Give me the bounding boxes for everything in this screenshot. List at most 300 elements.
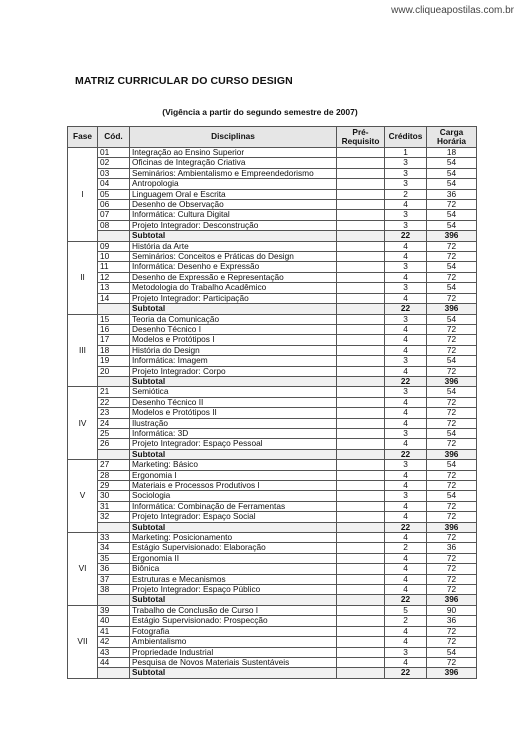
creditos-cell: 3	[385, 283, 427, 293]
carga-horaria-cell: 72	[427, 501, 477, 511]
disciplina-cell: Integração ao Ensino Superior	[130, 148, 337, 158]
header-disciplinas: Disciplinas	[130, 127, 337, 148]
cod-cell: 39	[98, 605, 130, 615]
cod-cell: 14	[98, 293, 130, 303]
cod-cell: 11	[98, 262, 130, 272]
cod-cell: 44	[98, 657, 130, 667]
creditos-cell: 4	[385, 241, 427, 251]
cod-cell: 33	[98, 533, 130, 543]
cod-cell: 30	[98, 491, 130, 501]
table-row	[68, 252, 477, 262]
carga-horaria-cell: 54	[427, 220, 477, 230]
header-carga-horaria: Carga Horária	[427, 127, 477, 148]
subtotal-pre-cell	[337, 522, 385, 532]
subtotal-label: Subtotal	[130, 304, 337, 314]
disciplina-cell: Modelos e Protótipos I	[130, 335, 337, 345]
pre-requisito-cell	[337, 481, 385, 491]
disciplina-cell: Projeto Integrador: Desconstrução	[130, 220, 337, 230]
carga-horaria-cell: 36	[427, 189, 477, 199]
pre-requisito-cell	[337, 148, 385, 158]
curriculum-table	[67, 126, 477, 679]
disciplina-cell: Desenho de Expressão e Representação	[130, 272, 337, 282]
pre-requisito-cell	[337, 397, 385, 407]
disciplina-cell: Informática: Imagem	[130, 356, 337, 366]
cod-cell: 23	[98, 408, 130, 418]
disciplina-cell: Materiais e Processos Produtivos I	[130, 481, 337, 491]
disciplina-cell: Projeto Integrador: Espaço Social	[130, 512, 337, 522]
carga-horaria-cell: 72	[427, 470, 477, 480]
cod-cell: 34	[98, 543, 130, 553]
creditos-cell: 4	[385, 345, 427, 355]
fase-cell: IV	[68, 387, 98, 460]
cod-cell: 01	[98, 148, 130, 158]
subtotal-cod-cell	[98, 595, 130, 605]
pre-requisito-cell	[337, 314, 385, 324]
creditos-cell: 4	[385, 200, 427, 210]
cod-cell: 43	[98, 647, 130, 657]
subtotal-carga-horaria: 396	[427, 668, 477, 678]
carga-horaria-cell: 72	[427, 564, 477, 574]
cod-cell: 22	[98, 397, 130, 407]
fase-cell: III	[68, 314, 98, 387]
creditos-cell: 4	[385, 533, 427, 543]
subtotal-label: Subtotal	[130, 668, 337, 678]
creditos-cell: 3	[385, 262, 427, 272]
fase-cell: II	[68, 241, 98, 314]
pre-requisito-cell	[337, 324, 385, 334]
table-row	[68, 605, 477, 615]
pre-requisito-cell	[337, 345, 385, 355]
cod-cell: 10	[98, 252, 130, 262]
disciplina-cell: História do Design	[130, 345, 337, 355]
site-url: www.cliqueapostilas.com.br	[391, 5, 514, 16]
creditos-cell: 4	[385, 470, 427, 480]
creditos-cell: 4	[385, 657, 427, 667]
disciplina-cell: Marketing: Posicionamento	[130, 533, 337, 543]
table-row	[68, 616, 477, 626]
pre-requisito-cell	[337, 283, 385, 293]
carga-horaria-cell: 36	[427, 543, 477, 553]
carga-horaria-cell: 54	[427, 314, 477, 324]
disciplina-cell: Projeto Integrador: Espaço Público	[130, 585, 337, 595]
cod-cell: 20	[98, 366, 130, 376]
carga-horaria-cell: 54	[427, 158, 477, 168]
disciplina-cell: Linguagem Oral e Escrita	[130, 189, 337, 199]
cod-cell: 21	[98, 387, 130, 397]
subtotal-pre-cell	[337, 449, 385, 459]
subtotal-cod-cell	[98, 668, 130, 678]
table-row	[68, 647, 477, 657]
cod-cell: 13	[98, 283, 130, 293]
table-row	[68, 439, 477, 449]
subtotal-cod-cell	[98, 231, 130, 241]
carga-horaria-cell: 54	[427, 387, 477, 397]
carga-horaria-cell: 54	[427, 460, 477, 470]
carga-horaria-cell: 54	[427, 647, 477, 657]
carga-horaria-cell: 54	[427, 262, 477, 272]
creditos-cell: 4	[385, 637, 427, 647]
header-creditos: Créditos	[385, 127, 427, 148]
carga-horaria-cell: 72	[427, 241, 477, 251]
pre-requisito-cell	[337, 158, 385, 168]
carga-horaria-cell: 72	[427, 345, 477, 355]
subtotal-creditos: 22	[385, 668, 427, 678]
carga-horaria-cell: 72	[427, 366, 477, 376]
table-row	[68, 314, 477, 324]
pre-requisito-cell	[337, 428, 385, 438]
table-body	[68, 148, 477, 679]
header-fase: Fase	[68, 127, 98, 148]
cod-cell: 38	[98, 585, 130, 595]
pre-requisito-cell	[337, 189, 385, 199]
table-row	[68, 470, 477, 480]
table-header-row	[68, 127, 477, 148]
carga-horaria-cell: 18	[427, 148, 477, 158]
cod-cell: 25	[98, 428, 130, 438]
cod-cell: 17	[98, 335, 130, 345]
subtotal-cod-cell	[98, 522, 130, 532]
disciplina-cell: Estágio Supervisionado: Prospecção	[130, 616, 337, 626]
disciplina-cell: Desenho de Observação	[130, 200, 337, 210]
subtotal-cod-cell	[98, 449, 130, 459]
disciplina-cell: Informática: Cultura Digital	[130, 210, 337, 220]
carga-horaria-cell: 72	[427, 553, 477, 563]
disciplina-cell: Ergonomia II	[130, 553, 337, 563]
disciplina-cell: Seminários: Ambientalismo e Empreendedorismo	[130, 168, 337, 178]
table-row	[68, 335, 477, 345]
carga-horaria-cell: 72	[427, 252, 477, 262]
creditos-cell: 4	[385, 272, 427, 282]
table-row	[68, 148, 477, 158]
fase-cell: V	[68, 460, 98, 533]
disciplina-cell: Biônica	[130, 564, 337, 574]
cod-cell: 12	[98, 272, 130, 282]
subtotal-pre-cell	[337, 304, 385, 314]
creditos-cell: 1	[385, 148, 427, 158]
table-row	[68, 637, 477, 647]
cod-cell: 08	[98, 220, 130, 230]
creditos-cell: 2	[385, 543, 427, 553]
carga-horaria-cell: 72	[427, 293, 477, 303]
carga-horaria-cell: 72	[427, 200, 477, 210]
pre-requisito-cell	[337, 356, 385, 366]
carga-horaria-cell: 54	[427, 491, 477, 501]
disciplina-cell: Teoria da Comunicação	[130, 314, 337, 324]
cod-cell: 26	[98, 439, 130, 449]
cod-cell: 37	[98, 574, 130, 584]
creditos-cell: 4	[385, 564, 427, 574]
carga-horaria-cell: 36	[427, 616, 477, 626]
cod-cell: 04	[98, 179, 130, 189]
subtotal-row	[68, 595, 477, 605]
creditos-cell: 5	[385, 605, 427, 615]
cod-cell: 36	[98, 564, 130, 574]
cod-cell: 16	[98, 324, 130, 334]
cod-cell: 15	[98, 314, 130, 324]
creditos-cell: 4	[385, 481, 427, 491]
pre-requisito-cell	[337, 460, 385, 470]
pre-requisito-cell	[337, 564, 385, 574]
cod-cell: 40	[98, 616, 130, 626]
table-row	[68, 418, 477, 428]
carga-horaria-cell: 90	[427, 605, 477, 615]
table-row	[68, 585, 477, 595]
carga-horaria-cell: 72	[427, 272, 477, 282]
table-row	[68, 283, 477, 293]
subtotal-row	[68, 522, 477, 532]
table-row	[68, 262, 477, 272]
carga-horaria-cell: 72	[427, 397, 477, 407]
subtotal-row	[68, 231, 477, 241]
disciplina-cell: Informática: Combinação de Ferramentas	[130, 501, 337, 511]
cod-cell: 06	[98, 200, 130, 210]
fase-cell: I	[68, 148, 98, 242]
carga-horaria-cell: 72	[427, 408, 477, 418]
disciplina-cell: Modelos e Protótipos II	[130, 408, 337, 418]
carga-horaria-cell: 72	[427, 439, 477, 449]
pre-requisito-cell	[337, 543, 385, 553]
header-pre-requisito: Pré- Requisito	[337, 127, 385, 148]
table-row	[68, 387, 477, 397]
pre-requisito-cell	[337, 470, 385, 480]
cod-cell: 02	[98, 158, 130, 168]
subtotal-label: Subtotal	[130, 231, 337, 241]
subtotal-pre-cell	[337, 595, 385, 605]
disciplina-cell: Informática: Desenho e Expressão	[130, 262, 337, 272]
disciplina-cell: Projeto Integrador: Corpo	[130, 366, 337, 376]
pre-requisito-cell	[337, 168, 385, 178]
pre-requisito-cell	[337, 272, 385, 282]
creditos-cell: 4	[385, 252, 427, 262]
table-row	[68, 210, 477, 220]
pre-requisito-cell	[337, 533, 385, 543]
disciplina-cell: História da Arte	[130, 241, 337, 251]
cod-cell: 27	[98, 460, 130, 470]
cod-cell: 29	[98, 481, 130, 491]
pre-requisito-cell	[337, 637, 385, 647]
document-subtitle: (Vigência a partir do segundo semestre de 2007)	[162, 107, 358, 117]
creditos-cell: 4	[385, 553, 427, 563]
table-row	[68, 324, 477, 334]
disciplina-cell: Desenho Técnico II	[130, 397, 337, 407]
disciplina-cell: Marketing: Básico	[130, 460, 337, 470]
pre-requisito-cell	[337, 512, 385, 522]
carga-horaria-cell: 72	[427, 626, 477, 636]
creditos-cell: 3	[385, 168, 427, 178]
pre-requisito-cell	[337, 262, 385, 272]
table-row	[68, 293, 477, 303]
creditos-cell: 4	[385, 293, 427, 303]
table-row	[68, 512, 477, 522]
subtotal-label: Subtotal	[130, 522, 337, 532]
carga-horaria-cell: 72	[427, 324, 477, 334]
fase-cell: VI	[68, 533, 98, 606]
cod-cell: 35	[98, 553, 130, 563]
carga-horaria-cell: 54	[427, 179, 477, 189]
subtotal-cod-cell	[98, 376, 130, 386]
table-row	[68, 366, 477, 376]
subtotal-carga-horaria: 396	[427, 304, 477, 314]
pre-requisito-cell	[337, 657, 385, 667]
table-row	[68, 481, 477, 491]
table-row	[68, 533, 477, 543]
pre-requisito-cell	[337, 335, 385, 345]
pre-requisito-cell	[337, 491, 385, 501]
header-cod: Cód.	[98, 127, 130, 148]
creditos-cell: 4	[385, 408, 427, 418]
carga-horaria-cell: 54	[427, 428, 477, 438]
disciplina-cell: Pesquisa de Novos Materiais Sustentáveis	[130, 657, 337, 667]
disciplina-cell: Ilustração	[130, 418, 337, 428]
subtotal-pre-cell	[337, 668, 385, 678]
table-row	[68, 574, 477, 584]
creditos-cell: 4	[385, 574, 427, 584]
disciplina-cell: Estágio Supervisionado: Elaboração	[130, 543, 337, 553]
creditos-cell: 4	[385, 626, 427, 636]
subtotal-pre-cell	[337, 376, 385, 386]
table-row	[68, 491, 477, 501]
creditos-cell: 4	[385, 324, 427, 334]
creditos-cell: 3	[385, 158, 427, 168]
cod-cell: 31	[98, 501, 130, 511]
creditos-cell: 3	[385, 428, 427, 438]
cod-cell: 18	[98, 345, 130, 355]
table-row	[68, 200, 477, 210]
disciplina-cell: Oficinas de Integração Criativa	[130, 158, 337, 168]
carga-horaria-cell: 72	[427, 657, 477, 667]
subtotal-carga-horaria: 396	[427, 376, 477, 386]
cod-cell: 24	[98, 418, 130, 428]
subtotal-row	[68, 376, 477, 386]
pre-requisito-cell	[337, 252, 385, 262]
creditos-cell: 4	[385, 585, 427, 595]
creditos-cell: 2	[385, 616, 427, 626]
subtotal-carga-horaria: 396	[427, 231, 477, 241]
disciplina-cell: Trabalho de Conclusão de Curso I	[130, 605, 337, 615]
cod-cell: 32	[98, 512, 130, 522]
subtotal-creditos: 22	[385, 449, 427, 459]
disciplina-cell: Fotografia	[130, 626, 337, 636]
table-row	[68, 345, 477, 355]
subtotal-pre-cell	[337, 231, 385, 241]
table-row	[68, 179, 477, 189]
subtotal-carga-horaria: 396	[427, 595, 477, 605]
table-row	[68, 657, 477, 667]
subtotal-row	[68, 304, 477, 314]
pre-requisito-cell	[337, 366, 385, 376]
disciplina-cell: Semiótica	[130, 387, 337, 397]
pre-requisito-cell	[337, 605, 385, 615]
cod-cell: 05	[98, 189, 130, 199]
creditos-cell: 3	[385, 220, 427, 230]
carga-horaria-cell: 72	[427, 418, 477, 428]
pre-requisito-cell	[337, 220, 385, 230]
subtotal-cod-cell	[98, 304, 130, 314]
carga-horaria-cell: 54	[427, 283, 477, 293]
cod-cell: 41	[98, 626, 130, 636]
table-row	[68, 158, 477, 168]
disciplina-cell: Antropologia	[130, 179, 337, 189]
carga-horaria-cell: 72	[427, 585, 477, 595]
disciplina-cell: Propriedade Industrial	[130, 647, 337, 657]
pre-requisito-cell	[337, 179, 385, 189]
pre-requisito-cell	[337, 387, 385, 397]
subtotal-label: Subtotal	[130, 595, 337, 605]
subtotal-row	[68, 668, 477, 678]
creditos-cell: 4	[385, 439, 427, 449]
pre-requisito-cell	[337, 439, 385, 449]
pre-requisito-cell	[337, 626, 385, 636]
cod-cell: 19	[98, 356, 130, 366]
subtotal-row	[68, 449, 477, 459]
carga-horaria-cell: 72	[427, 481, 477, 491]
table-row	[68, 428, 477, 438]
table-row	[68, 168, 477, 178]
table-row	[68, 189, 477, 199]
pre-requisito-cell	[337, 293, 385, 303]
carga-horaria-cell: 72	[427, 574, 477, 584]
table-row	[68, 553, 477, 563]
creditos-cell: 4	[385, 366, 427, 376]
subtotal-creditos: 22	[385, 231, 427, 241]
creditos-cell: 4	[385, 418, 427, 428]
cod-cell: 07	[98, 210, 130, 220]
carga-horaria-cell: 72	[427, 335, 477, 345]
pre-requisito-cell	[337, 200, 385, 210]
subtotal-label: Subtotal	[130, 449, 337, 459]
subtotal-creditos: 22	[385, 376, 427, 386]
table-row	[68, 460, 477, 470]
carga-horaria-cell: 54	[427, 168, 477, 178]
cod-cell: 28	[98, 470, 130, 480]
table-row	[68, 241, 477, 251]
table-row	[68, 408, 477, 418]
subtotal-creditos: 22	[385, 595, 427, 605]
table-row	[68, 543, 477, 553]
carga-horaria-cell: 54	[427, 356, 477, 366]
disciplina-cell: Ambientalismo	[130, 637, 337, 647]
subtotal-creditos: 22	[385, 304, 427, 314]
disciplina-cell: Seminários: Conceitos e Práticas do Design	[130, 252, 337, 262]
document-title: MATRIZ CURRICULAR DO CURSO DESIGN	[75, 75, 293, 87]
creditos-cell: 3	[385, 179, 427, 189]
pre-requisito-cell	[337, 553, 385, 563]
table-row	[68, 356, 477, 366]
table-row	[68, 220, 477, 230]
creditos-cell: 3	[385, 647, 427, 657]
subtotal-carga-horaria: 396	[427, 522, 477, 532]
fase-cell: VII	[68, 605, 98, 678]
carga-horaria-cell: 72	[427, 637, 477, 647]
disciplina-cell: Metodologia do Trabalho Acadêmico	[130, 283, 337, 293]
creditos-cell: 3	[385, 356, 427, 366]
table-row	[68, 397, 477, 407]
cod-cell: 42	[98, 637, 130, 647]
creditos-cell: 3	[385, 387, 427, 397]
carga-horaria-cell: 72	[427, 512, 477, 522]
creditos-cell: 3	[385, 210, 427, 220]
table-row	[68, 501, 477, 511]
creditos-cell: 4	[385, 512, 427, 522]
creditos-cell: 2	[385, 189, 427, 199]
carga-horaria-cell: 72	[427, 533, 477, 543]
subtotal-label: Subtotal	[130, 376, 337, 386]
pre-requisito-cell	[337, 616, 385, 626]
disciplina-cell: Projeto Integrador: Espaço Pessoal	[130, 439, 337, 449]
disciplina-cell: Desenho Técnico I	[130, 324, 337, 334]
creditos-cell: 4	[385, 501, 427, 511]
pre-requisito-cell	[337, 585, 385, 595]
